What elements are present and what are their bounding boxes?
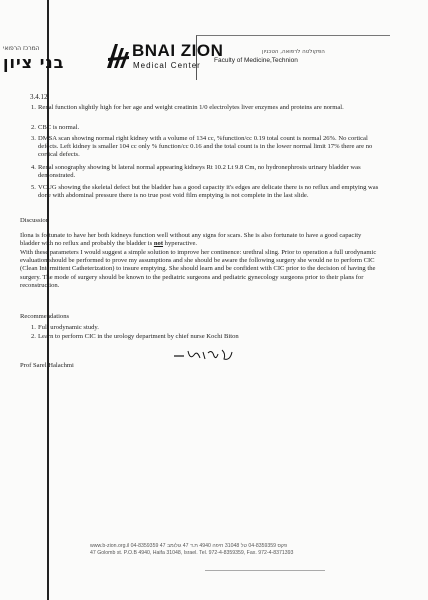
finding-item <box>31 135 388 160</box>
discussion-paragraph-2: With these parameters I would suggest a simple solution to improve her continence: urethral sling. Prior to operation a full urodynamic evaluation should be performed to prove my assumptions and she should be aware the following surgery she would ne to perform CIC (Clean Intermittent Catheterization) to insure emptying. She should learn and be confident with CIC prior to the decision of having the surgery. The mode of surgery should be known to the pediatric surgeons and pediatric gynecology surgeons prior to their plans for reconstruction. <box>20 249 377 289</box>
letterhead-footer <box>90 543 400 557</box>
footer-hebrew-line: www.b-zion.org.il 04-8359359 פקס 04-8359359 טל 31048 חיפה 4940 ת.ד 47 גולומב 47 <box>90 543 288 549</box>
recommendation-number: 1. <box>31 324 36 331</box>
recommendation-number: 2. <box>31 333 36 340</box>
finding-text: Renal function slightly high for her age and weight creatinin 1/0 electrolytes liver enzymes and proteins are normal. <box>38 104 344 111</box>
recommendation-item <box>31 324 388 332</box>
finding-item <box>31 104 388 112</box>
hebrew-title: בני ציון <box>3 53 65 72</box>
letterhead <box>0 35 428 83</box>
handwritten-note-icon <box>172 346 242 364</box>
finding-text: VCUG showing the skeletal defect but the bladder has a good capacity it's edges are delicate there is no reflux and emptying was done with abdominal pressure there is no true post void film emptying is not complete in the last slide. <box>38 184 379 200</box>
footer-divider <box>205 570 325 571</box>
signature-name: Prof Sarel Halachmi <box>20 362 74 369</box>
finding-text: Renal sonography showing bi lateral normal appearing kidneys Rt 10.2 Lt 9.8 Cm, no hydronephrosis urinary bladder was demonstrated. <box>38 164 361 180</box>
hospital-logo-icon <box>105 40 131 70</box>
finding-text: CBC is normal. <box>38 124 80 131</box>
finding-item <box>31 164 388 180</box>
binder-edge <box>47 0 49 600</box>
finding-text: DMSA scan showing normal right kidney with a volume of 134 cc, %function/cc 0.19 total count is normal 26%. No cortical defects. Left kidney is smaller 104 cc only % function/cc 0.16 and the total count is in the lower normal limit 17% there are no cortical defects. <box>38 135 373 159</box>
finding-item <box>31 124 388 132</box>
brand-subtitle: Medical Center <box>133 61 201 70</box>
finding-number: 5. <box>31 184 36 191</box>
brand-name: BNAI ZION <box>132 41 224 60</box>
finding-number: 4. <box>31 164 36 171</box>
finding-number: 3. <box>31 135 36 142</box>
emphasis-not: not <box>153 240 164 248</box>
faculty-hebrew: הפקולטה לרפואה, הטכניון <box>262 49 325 55</box>
recommendation-item <box>31 333 388 341</box>
discussion-text: Ilona is fortunate to have her both kidneys function well without any signs for scars. She is also fortunate to have a good capacity bladder with no reflux and probably the bladder is <box>20 232 362 248</box>
document-date: 3.4.12 <box>30 93 48 101</box>
finding-number: 1. <box>31 104 36 111</box>
footer-english-line: 47 Golomb st. P.O.B 4940, Haifa 31048, Israel. Tel. 972-4-8359359, Fax. 972-4-8371393 <box>90 550 294 556</box>
hebrew-subtitle: המרכז הרפואי <box>3 45 40 52</box>
recommendations-heading: Recommendations <box>20 313 70 320</box>
discussion-text-end: hyperactive. <box>163 240 198 248</box>
finding-item <box>31 184 388 200</box>
discussion-heading: Discussion <box>20 217 49 224</box>
discussion-paragraph-1 <box>20 232 382 248</box>
recommendation-text: Full urodynamic study. <box>38 324 99 331</box>
faculty-english: Faculty of Medicine,Technion <box>214 57 298 64</box>
recommendation-text: Learn to perform CIC in the urology department by chief nurse Kochi Biton <box>38 333 239 340</box>
finding-number: 2. <box>31 124 36 131</box>
